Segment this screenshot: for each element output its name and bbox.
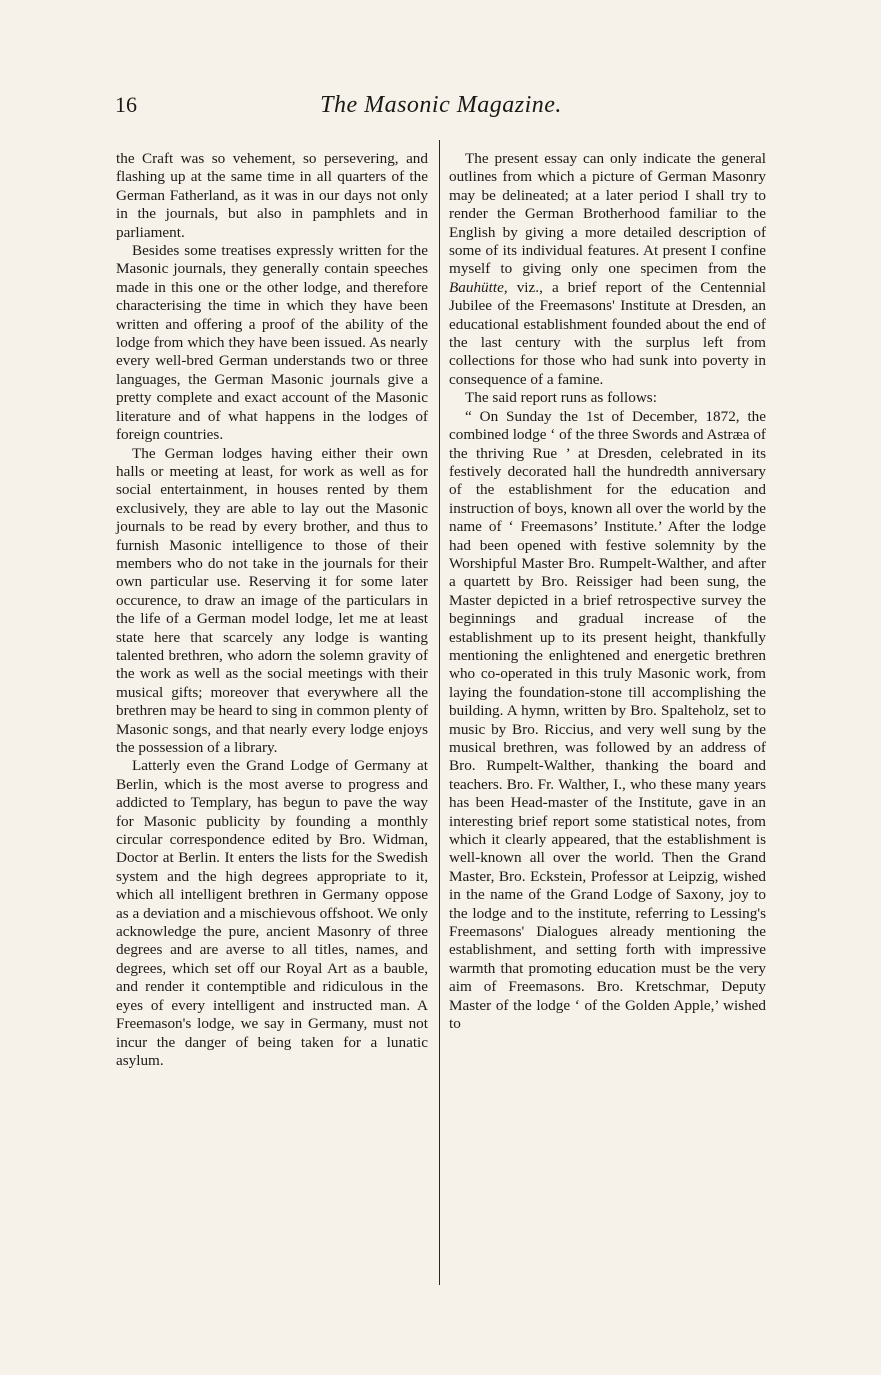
italic-title: Bauhütte (449, 278, 504, 296)
paragraph: the Craft was so vehement, so persevering, and flashing up at the same time in all quarters of the German Fatherland, as it was in our days not only in the journals, but also in pamphlets and in parliament. (116, 150, 428, 241)
paragraph: Besides some treatises expressly written for the Masonic journals, they generally contain speeches made in this one or the other lodge, and therefore characterising the time in which they have been written and offering a proof of the ability of the lodge from which they have been issued. As nearly every well-bred German understands two or three languages, the German Masonic journals give a pretty complete and exact account of the Masonic literature and of what happens in the lodges of foreign countries. (116, 242, 428, 444)
paragraph: The said report runs as follows: (465, 389, 657, 407)
paragraph: Latterly even the Grand Lodge of Germany at Berlin, which is the most averse to progress and addicted to Templary, has begun to pave the way for Masonic publicity by founding a monthly circular correspondence edited by Bro. Widman, Doctor at Berlin. It enters the lists for the Swedish system and the high degrees appropriate to it, which all intelligent brethren in Germany oppose as a deviation and a mischievous offshoot. We only acknowledge the pure, ancient Masonry of three degrees and are averse to all titles, names, and degrees, which set off our Royal Art as a bauble, and render it contemptible and ridiculous in the eyes of every intelligent and instructed man. A Freemason's lodge, we say in Germany, must not incur the danger of being taken for a lunatic asylum. (116, 757, 428, 1069)
running-title: The Masonic Magazine. (320, 92, 562, 118)
paragraph-text: The present essay can only indicate the general outlines from which a picture of German Masonry may be delineated; at a later period I shall try to render the German Brotherhood familiar to the English by giving a more detailed description of some of its individual features. At present I confine myself to giving only one specimen from the (449, 150, 766, 278)
left-column (116, 150, 428, 1070)
paragraph-text: , viz., a brief report of the Centennial Jubilee of the Freemasons' Institute at Dresden, an educational establishment founded about the end of the last century with the surplus left from collections for those who had sunk into poverty in consequence of a famine. (449, 278, 766, 388)
column-divider (439, 140, 440, 1285)
right-column (449, 150, 766, 1034)
paragraph (449, 150, 766, 389)
paragraph: The German lodges having either their own halls or meeting at least, for work as well as for social entertainment, in houses rented by them exclusively, they are able to lay out the Masonic journals to be read by every brother, and thus to furnish Masonic intelligence to those of their members who do not take in the journals for their own particular use. Reserving it for some later occurence, to draw an image of the particulars in the life of a German model lodge, let me at least state here that scarcely any lodge is wanting talented brethren, who adorn the solemn gravity of the work as well as the social meetings with their musical gifts; moreover that everywhere all the brethren may be heard to sing in common plenty of Masonic songs, and that nearly every lodge enjoys the possession of a library. (116, 444, 428, 756)
page-header (115, 92, 767, 122)
paragraph: “ On Sunday the 1st of December, 1872, the combined lodge ‘ of the three Swords and Astræa of the thriving Rue ’ at Dresden, celebrated in its festively decorated hall the hundredth anniversary of the establishment for the education and instruction of boys, known all over the world by the name of ‘ Freemasons’ Institute.’ After the lodge had been opened with festive solemnity by the Worshipful Master Bro. Rumpelt-Walther, and after a quartett by Bro. Reissiger had been sung, the Master depicted in a brief retrospective survey the beginnings and gradual increase of the establishment up to its present height, thankfully mentioning the enlightened and energetic brethren who co-operated in this truly Masonic work, from laying the foundation-stone till accomplishing the building. A hymn, written by Bro. Spalteholz, set to music by Bro. Riccius, and very well sung by the musical brethren, was followed by an address of Bro. Rumpelt-Walther, thanking the board and teachers. Bro. Fr. Walther, I., who these many years has been Head-master of the Institute, gave in an interesting brief report some statistical notes, from which it clearly appeared, that the establishment is well-known all over the world. Then the Grand Master, Bro. Eckstein, Professor at Leipzig, wished in the name of the Grand Lodge of Saxony, joy to the lodge and to the institute, referring to Lessing's Freemasons' Dialogues already mentioning the establishment, and setting forth with impressive warmth that promoting education must be the very aim of Freemasons. Bro. Kretschmar, Deputy Master of the lodge ‘ of the Golden Apple,’ wished to (449, 407, 766, 1033)
page-number: 16 (115, 92, 137, 117)
